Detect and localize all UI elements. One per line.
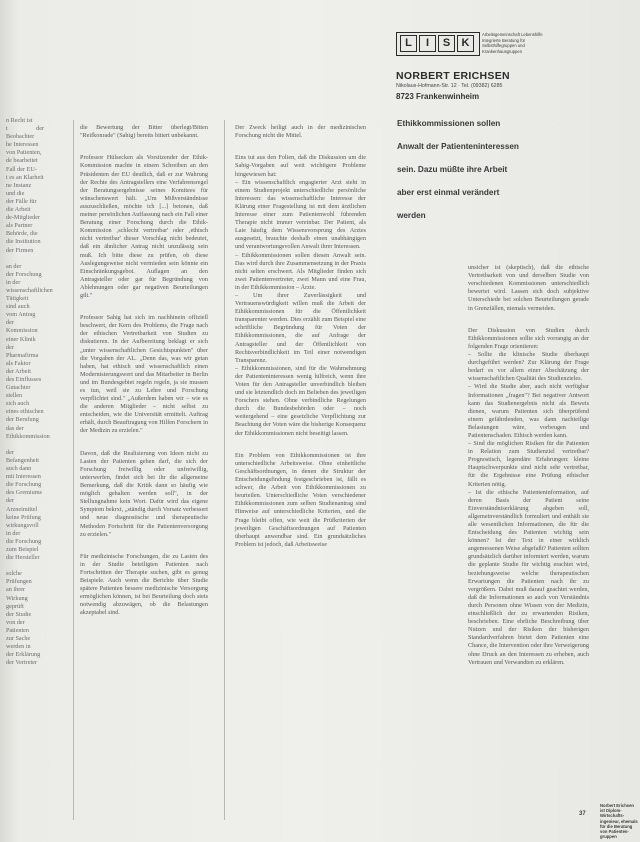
column3-paragraph: Der Diskussion von Studien durch Ethikkommissionen sollte sich vorrangig an der folgenden Frage orientieren: – Sollte die klinische Studie überhaupt durchgeführt werden? Zur Klärung der Frage bedarf es vor allem einer Abschätzung der wissenschaftlichen Qualität des Studienzieles. – Wird die Studie aber, auch nicht verfügbar Informationen „fragen"? Bei negativer Antwort kann das Studienergebnis nicht als Beweis dienen, warum Patienten sich überprüfend einem gefährdenden, was dann nachteilige Belastungen wäre, vorbeugen und Patientenschaden. Ethisch werden kann. – Sind die möglichen Risiken für die Patienten in Relation zum Studienziel vertretbar? Prognostisch, legendäre Erfahrungen: kleine Hauptschwerpunkte sind nicht sehr vertretbar, für die Ergebnisse eine Prüfung ethischer Kriterien nötig. – Ist die ethische Patienteninformation, auf deren Basis der Patient seine Einverständniserklärung abgeben soll, allgemeinverständlich formuliert und enthält sie alle wesentlichen Informationen, die für die Entscheidung des Patienten wichtig sein können? Ist der Text in einer wirklich angemessenen Weise abgefaßt? Patienten sollten grundsätzlich darüber informiert werden, warum die geplante Studie für wichtig erachtet wird, beziehungsweise welche therapeutischen Erwartungen die Patienten nach ihr zu vergrößern. Dabei muß darauf geachtet werden, daß die Informationen so auch von Verständnis durch Personen ohne Wissen von der Medizin, einschließlich der zu erwartenden Risiken, beschrieben. Eine ehrliche Beschreibung über Nutzen und der Risiken der bisherigen Standardverfahren bietet dem Patienten eine Chance, die Intervention oder ihre Verweigerung ohne Druck an den Interessen zu erheben, auch Vertrauen und Verwandten zu erklären. [468,326,589,666]
article-column-1 [80,116,208,832]
column1-paragraph: Davon, daß die Realisierung von Ideen nicht zu Lasten der Patienten gehen darf, die sich der Forschung freiwillig oder unfreiwillig, unterwerfen, findet sich bei ihr die allgemeine Bemerkung, daß die Kritik dann so häufig wie möglich gehalten werden soll", in der Stellungnahme kein Wort. Dafür wird das eigene Symptom bekrxt, „ständig durch Vorsatz verbessert und neue diagnostische und therapeutische Methoden Fortschritt für die Patientenversorgung zu erzielen." [80,449,208,538]
article-headline [397,112,519,227]
page-number: 37 [579,811,586,817]
logo-letter: K [457,35,474,52]
headline-line: werden [397,211,426,220]
column-rule-2 [224,120,225,820]
column3-paragraph: unsicher ist (skeptisch), daß die ethische Vertretbarkeit von und derselben Studie von verschiedenen Kommissionen unterschiedlich bewertet wird. Lassen sich doch subjektive Unterschiede bei solchen Beurteilungen gerade in Grenzfällen, niemals vermeiden. [468,264,589,312]
article-column-3 [468,256,589,832]
headline-line: Ethikkommissionen sollen [397,119,501,128]
column1-paragraph: Professor Sahig hat sich im nachhinein offiziell beschwert, der Kern des Problems, die Frage nach der ethischen Vertretbarkeit von Studien zu diskutieren. In der Aufbereitung beklagt er sich „unter wissenschaftlichen Gesichtspunkten" über die Vorgaben der AL. „Denn das, was wir getan haben, hat ethisch und wissenschaftlich einen Modernisierungswert und das Mitarbeiter in Berlin und im Bundesgebiet regeln regeln, ja sie mussen es tun, weil sie zu Lehre und Forschung verpflichtet sind." „Außerdem haben wir – wie es die anderen Mitglieder – nicht selbst zu entscheiden, wie die Universität ermittelt. Auftrag erhält, durch Beauftragung von Hilfen Forschern in der Medizin zu erzielen." [80,314,208,435]
column2-paragraph: Eins tut aus den Folien, daß die Diskussion um die Sahig-Vorgaben auf weit wichtigere Probleme hingewiesen hat: – Ein wissenschaftlich engagierter Arzt sieht in einem Studienprojekt unterschiedliche persönliche Interessen: das wissenschaftliche Interesse der Klärung einer Fragestellung ist mit dem ärztlichen Interesse einer zum Patientenwohl führenden Therapie nicht immer vereinbar. Der Patient, als Laie häufig dem Wissensvorsprung des Arztes ausgesetzt, brauchte deshalb einen unabhängigen und verantwortungsvollen Anwalt ihrer Interessen. – Ethikkommissionen sollen diesen Anwalt sein. Das wird durch ihre Zusammensetzung in der Praxis nicht selten erschwert. Als Mitglieder finden sich zwei Patientenvertreter, zwei Mann und eine Frau, in der Ethikkommission – Ärzte. – Um ihrer Zuverlässigkeit und Vertrauenswürdigkeit willen muß die Arbeit der Ethikkommissionen für die Öffentlichkeit transparenter werden. Dies erzählt zum Beispiel eine schriftliche Begründung für Voten der Ethikkommissionen, die auf Anfrage der Antragsteller und der Öffentlichkeit von Rechtsverbindlichkeit im Teil einer notwendigen Transparenz. – Ethikkommissionen, sind für die Wahrnehmung der Patienteninteressen wenig hilfreich, wenn ihre Voten für den Antragsteller unverbindlich bleiben und sie letztendlich doch im Belieben des jeweiligen Forschers stehen. Ohne verbindliche Regelungen durch die Bundesbehörden oder – noch weitergehend – eine gesetzliche Verpflichtung zur Beachtung der Voten wäre die bisherige Konsequenz der Ethikkommissionen nicht beseitigt lassen. [235,154,366,437]
column2-paragraph: Ein Problem von Ethikkommissionen ist ihre unterschiedliche Arbeitsweise. Ohne einheitliche Geschäftsordnungen, in denen die Struktur der Entscheidungsfindung festgeschrieben ist, fällt es schwer, die Arbeit von Ethikkommissionen zu beurteilen. Unterschiedliche Voten verschiedener Ethikkommissionen zum selben Studienantrag sind Hinweise auf unterschiedliche Kriterien, und die Frage bleibt offen, wie weit die Prüfkriterien der jeweiligen Geschäftsordnungen auf Patienten überhaupt anwendbar sind. Ein grundsätzliches Problem ist jedoch, daß Arbeitsweise [235,451,366,548]
logo-description: Arbeitsgemeinschaft Lebenshilfe Integrierte Beratung für Selbsthilfegruppen und Krankenhausgruppen [482,32,543,54]
headline-line: Anwalt der Patienteninteressen [397,142,519,151]
author-caption: Norbert Erichsen ist Diplom-Wirtschafts- ingenieur, ehemals für die Beratung von Patienten- gruppen [600,803,638,840]
logo-letter: S [438,35,455,52]
logo-letter: I [419,35,436,52]
column2-paragraph: Der Zweck heiligt auch in der medizinischen Forschung nicht die Mittel. [235,124,366,140]
column-rule-1 [73,120,74,820]
headline-line: sein. Dazu müßte ihre Arbeit [397,165,508,174]
headline-line: aber erst einmal verändert [397,188,500,197]
article-column-2 [235,116,366,832]
lisk-logo [396,32,480,56]
author-name: NORBERT ERICHSEN [396,70,510,82]
author-city: 8723 Frankenwinheim [396,92,480,101]
column1-paragraph: Für medizinische Forschungen, die zu Lasten des in der Studie beteiligten Patienten nach Fortschritten der Therapie suchen, gibt es genug Beispiele. Auch wenn die Berichte über Studie spätere Patienten bessere medizinische Versorgung ermöglichen können, ist bei Beurteilung doch stets notwendig abzuwägen, ob die Belastungen akzeptabel sind. [80,552,208,617]
author-letterhead [396,32,606,101]
column1-paragraph: die Bewertung der Bitter überlegt/Bitten "Reifkonrade" (Sahig) bereits bittert unbekannt. [80,124,208,140]
column1-paragraph: Professor Hülsecken als Vorsitzender der Ethik-Kommission machte in einem Schreiben an den Präsidenten der EU deutlich, daß er zur Wahrung der Rechte des Antragstellers eine Verfahrensregel der Beratungsergebnisse seines Komitees für wünschenswert hält. „Um Mißverständnisse auszuschließen, möchte ich [...] betonen, daß meiner persönlichen Auffassung nach ein Fall einer Beratung einer Forschung durch die Ethik-Kommission ‚schlecht vertretbar' oder ‚ethisch nicht vertretbar' dieser Vorschlag nicht bedeutet, daß ein ähnlicher Antrag nicht unzulässig sein muß. Ich bitte diese zu prüfen, ob diese Auslegungsweise nicht vermieden sein könnte ein Einschränkungsgebot. Auflagen an den Antragsteller oder gar für Begründung von Ablehnungen oder gar negativen Beurteilungen gilt." [80,154,208,299]
logo-letter: L [400,35,417,52]
author-address: Nikolaus-Hofmann-Str. 12 · Tel. (09382) 6285 [396,83,503,89]
left-column-fragment: n Recht ist t der Beobachter he Interessen von Patienten, de bearbeitet Fall der EU- t es an Klarheit ne Instanz und die der Fälle für die Arbeit de-Mitglieder als Partner Behörde, die die Institution der Firmen an der der Forschung in der wissenschaftlichen Tätigkeit sind auch vom Antrag der Kommission einer Klinik der Pharmafirma als Faktor der Arbeit des Einflusses Gutachter stellen sich auch eines ethischen der Berufung das der Ethikkommission der Befangenheit auch dann mit Interessen die Forschung des Gremiums der Arzneimittel keine Prüfung wirkungsvoll in der die Forschung zum Beispiel die Hersteller solche Prüfungen an ihrer Wirkung geprüft der Studie von der Patienten zur Sache werden in der Erklärung der Vertreter [6,117,53,667]
